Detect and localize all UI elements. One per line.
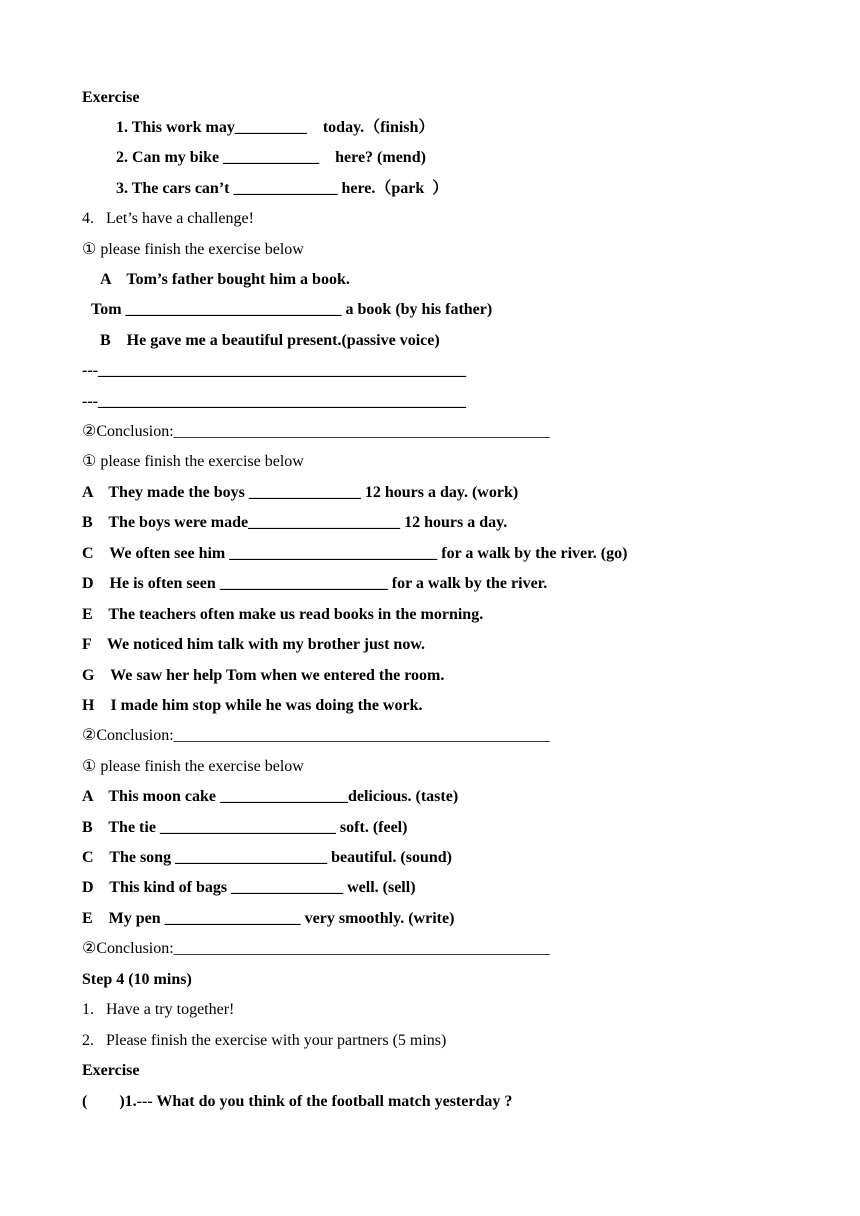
question-line: D He is often seen _____________________ for a walk by the river. xyxy=(82,575,548,592)
question-a-answer: Tom ___________________________ a book (by his father) xyxy=(91,301,493,318)
instruction-2: ① please finish the exercise below xyxy=(82,453,304,470)
question-b: B He gave me a beautiful present.(passive voice) xyxy=(100,332,440,349)
question-line: A This moon cake ________________delicious. (taste) xyxy=(82,788,459,805)
conclusion-line: ②Conclusion:_______________________________________________ xyxy=(82,727,550,744)
question-line: B The tie ______________________ soft. (feel) xyxy=(82,819,408,836)
conclusion-line: ②Conclusion:_______________________________________________ xyxy=(82,423,550,440)
conclusion-line: ②Conclusion:_______________________________________________ xyxy=(82,940,550,957)
step-item-1: 1. Have a try together! xyxy=(82,1001,235,1018)
question-line: E The teachers often make us read books in the morning. xyxy=(82,606,484,623)
answer-blank-line: ---______________________________________________ xyxy=(82,362,466,379)
question-line: D This kind of bags ______________ well. (sell) xyxy=(82,879,416,896)
question-line: ( )1.--- What do you think of the football match yesterday ? xyxy=(82,1093,513,1110)
exercise-item-2: 2. Can my bike ____________ here? (mend) xyxy=(116,149,426,166)
question-line: A They made the boys ______________ 12 hours a day. (work) xyxy=(82,484,519,501)
question-line: B The boys were made___________________ 12 hours a day. xyxy=(82,514,508,531)
question-a: A Tom’s father bought him a book. xyxy=(100,271,350,288)
exercise-heading: Exercise xyxy=(82,89,140,106)
exercise-item-3: 3. The cars can’t _____________ here.（park ） xyxy=(116,180,449,197)
step-heading: Step 4 (10 mins) xyxy=(82,971,192,988)
exercise-heading: Exercise xyxy=(82,1062,140,1079)
challenge-heading: 4. Let’s have a challenge! xyxy=(82,210,254,227)
instruction-1: ① please finish the exercise below xyxy=(82,241,304,258)
question-line: H I made him stop while he was doing the work. xyxy=(82,697,423,714)
answer-blank-line: ---______________________________________________ xyxy=(82,393,466,410)
step-item-2: 2. Please finish the exercise with your partners (5 mins) xyxy=(82,1032,447,1049)
question-line: F We noticed him talk with my brother just now. xyxy=(82,636,425,653)
question-line: C The song ___________________ beautiful. (sound) xyxy=(82,849,452,866)
instruction-3: ① please finish the exercise below xyxy=(82,758,304,775)
question-line: C We often see him __________________________ for a walk by the river. (go) xyxy=(82,545,628,562)
exercise-item-1: 1. This work may_________ today.（finish） xyxy=(116,119,435,136)
question-line: E My pen _________________ very smoothly. (write) xyxy=(82,910,455,927)
question-line: G We saw her help Tom when we entered the room. xyxy=(82,667,445,684)
